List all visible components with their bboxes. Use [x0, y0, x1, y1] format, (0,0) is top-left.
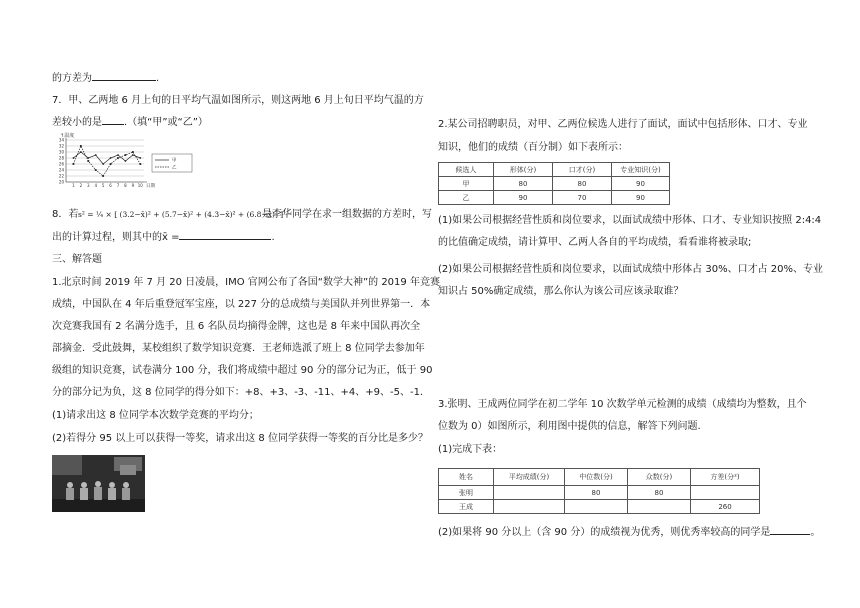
table-input-cell[interactable]	[494, 486, 565, 500]
data-point	[73, 157, 75, 159]
q8-answer-blank[interactable]	[179, 229, 271, 240]
table-cell: 张明	[439, 486, 494, 500]
table-cell: 90	[612, 177, 670, 191]
x-tick-label: 6	[109, 183, 112, 188]
table-header-cell: 中位数(分)	[565, 469, 628, 486]
p3-question-2	[438, 524, 820, 540]
data-point	[125, 154, 127, 156]
q7-line2	[52, 114, 208, 130]
x-tick-label: 4	[94, 183, 97, 188]
q8-line2	[52, 229, 275, 245]
p2-question: (1)如果公司根据经营性质和岗位要求，以面试成绩中形体、口才、专业知识按照 2:4:4	[438, 215, 822, 226]
table-row	[439, 486, 760, 500]
data-point	[132, 151, 134, 153]
table-cell: 260	[691, 500, 760, 514]
data-point	[95, 154, 97, 156]
table-cell: 70	[553, 191, 612, 205]
table-row	[439, 500, 760, 514]
table-header-cell: 专业知识(分)	[612, 163, 670, 177]
q8-suffix: 是李华同学在求一组数据的方差时，写	[262, 209, 432, 220]
data-point	[117, 154, 119, 156]
q7-text: 差较小的是	[52, 117, 102, 128]
data-point	[80, 151, 82, 153]
table-header-row	[439, 163, 670, 177]
table-header-cell: 平均成绩(分)	[494, 469, 565, 486]
q7-line1: 7．甲、乙两地 6 月上旬的日平均气温如图所示，则这两地 6 月上旬日平均气温的方	[52, 95, 424, 106]
x-tick-label: 8	[124, 183, 127, 188]
table-header-cell: 众数(分)	[628, 469, 691, 486]
x-tick-label: 1	[72, 183, 75, 188]
table-header-row	[439, 469, 760, 486]
p2-line: 2.某公司招聘职员，对甲、乙两位候选人进行了面试，面试中包括形体、口才、专业	[438, 119, 808, 130]
p1-question-1: (1)请求出这 8 位同学本次数学竞赛的平均分；	[52, 410, 259, 421]
table-header-cell: 口才(分)	[553, 163, 612, 177]
table-cell: 80	[628, 486, 691, 500]
data-point	[87, 160, 89, 162]
temperature-line-chart	[54, 130, 224, 196]
data-point	[102, 163, 104, 165]
data-point	[139, 157, 141, 159]
chart-ylabel: ↑温度	[60, 133, 75, 139]
x-tick-label: 9	[131, 183, 135, 188]
candidate-score-table	[438, 162, 670, 205]
table-cell: 90	[494, 191, 553, 205]
grade-stats-table	[438, 468, 760, 514]
p1-line: 1.北京时间 2019 年 7 月 20 日凌晨，IMO 官网公布了各国“数学大神”的 2019 年竞赛	[52, 277, 440, 288]
p2-line: 知识，他们的成绩（百分制）如下表所示：	[438, 142, 628, 153]
table-header-cell: 方差(分²)	[691, 469, 760, 486]
y-tick-label: 22	[58, 173, 64, 179]
variance-formula: s² = ¼ × [ (3.2−x̄)² + (5.7−x̄)² + (4.3−x̄)² + (6.8−x̄)² ]	[78, 210, 284, 219]
table-input-cell[interactable]	[565, 500, 628, 514]
data-point	[73, 163, 75, 165]
table-cell: 90	[612, 191, 670, 205]
table-input-cell[interactable]	[691, 486, 760, 500]
p1-line: 级组的知识竞赛，试卷满分 100 分，我们将成绩中超过 90 分的部分记为正，低于 90	[52, 365, 433, 376]
x-tick-label: 2	[79, 183, 83, 188]
answer-blank[interactable]	[92, 70, 156, 81]
p1-line: 分的部分记为负，这 8 位同学的得分如下：+8、+3、-3、-11、+4、+9、-5、-1.	[52, 387, 424, 398]
x-tick-label: 5	[101, 183, 105, 188]
p2-question: 的比值确定成绩，请计算甲、乙两人各自的平均成绩，看看谁将被录取;	[438, 237, 752, 248]
table-header-cell: 候选人	[439, 163, 494, 177]
q8-text: 出的计算过程，则其中的x̄ =	[52, 232, 180, 243]
p3-line: (1)完成下表：	[438, 444, 503, 455]
legend-label: 乙	[172, 165, 177, 171]
p1-question-2: (2)若得分 95 以上可以获得一等奖，请求出这 8 位同学获得一等奖的百分比是多少？	[52, 433, 428, 444]
data-point	[125, 160, 127, 162]
q8-prefix: 8．若	[52, 209, 79, 220]
q8-end: .	[271, 232, 275, 243]
x-tick-label: 10	[137, 183, 143, 188]
p2-question: (2)如果公司根据经营性质和岗位要求，以面试成绩中形体占 30%、口才占 20%、专业	[438, 264, 823, 275]
table-cell: 80	[494, 177, 553, 191]
l1-end: .	[156, 73, 160, 84]
table-input-cell[interactable]	[494, 500, 565, 514]
p3-line: 3.张明、王成两位同学在初二学年 10 次数学单元检测的成绩（成绩均为整数，且个	[438, 399, 807, 410]
table-cell: 甲	[439, 177, 494, 191]
q7-text-end: .（填“甲”或“乙”）	[124, 117, 208, 128]
p1-line: 次竞赛我国有 2 名满分选手，且 6 名队员均摘得金牌，这也是 8 年来中国队再次全	[52, 321, 421, 332]
imo-team-photo	[52, 455, 145, 512]
x-tick-label: 7	[116, 183, 120, 188]
y-tick-label: 24	[58, 167, 64, 173]
x-tick-label: 3	[87, 183, 90, 188]
table-cell: 王成	[439, 500, 494, 514]
data-point	[102, 175, 104, 177]
table-cell: 80	[565, 486, 628, 500]
p3-q2-end: 。	[810, 527, 821, 538]
data-point	[80, 145, 82, 147]
chart-xlabel: 日期	[146, 184, 155, 189]
p3-line: 位数为 0）如图所示，利用图中提供的信息，解答下列问题.	[438, 421, 701, 432]
data-point	[110, 157, 112, 159]
p3-answer-blank[interactable]	[770, 524, 810, 535]
p2-question: 知识占 50%确定成绩，那么你认为该公司应该录取谁？	[438, 286, 684, 297]
y-tick-label: 20	[58, 179, 64, 185]
y-tick-label: 28	[58, 155, 64, 161]
p1-line: 部摘金．受此鼓舞，某校组织了数学知识竞赛．王老师选派了班上 8 位同学去参加年	[52, 343, 425, 354]
table-header-cell: 姓名	[439, 469, 494, 486]
section-title: 三、解答题	[52, 254, 102, 265]
table-cell: 乙	[439, 191, 494, 205]
table-row	[439, 191, 670, 205]
p3-q2-text: (2)如果将 90 分以上（含 90 分）的成绩视为优秀，则优秀率较高的同学是	[438, 527, 771, 538]
data-point	[87, 157, 89, 159]
variance-answer-line	[52, 70, 159, 86]
table-input-cell[interactable]	[628, 500, 691, 514]
table-header-cell: 形体(分)	[494, 163, 553, 177]
y-tick-label: 30	[58, 149, 64, 155]
data-point	[139, 163, 141, 165]
p1-line: 成绩，中国队在 4 年后重登冠军宝座，以 227 分的总成绩与美国队并列世界第一．本	[52, 299, 431, 310]
legend-label: 甲	[172, 158, 177, 164]
l1-text: 的方差为	[52, 73, 92, 84]
table-row	[439, 177, 670, 191]
y-tick-label: 32	[58, 143, 64, 149]
data-point	[95, 169, 97, 171]
data-point	[117, 157, 119, 159]
y-tick-label: 26	[58, 161, 64, 167]
q7-answer-blank[interactable]	[102, 114, 124, 125]
data-point	[132, 154, 134, 156]
table-cell: 80	[553, 177, 612, 191]
y-tick-label: 34	[58, 137, 64, 143]
q8-line1	[52, 208, 78, 222]
data-point	[110, 163, 112, 165]
